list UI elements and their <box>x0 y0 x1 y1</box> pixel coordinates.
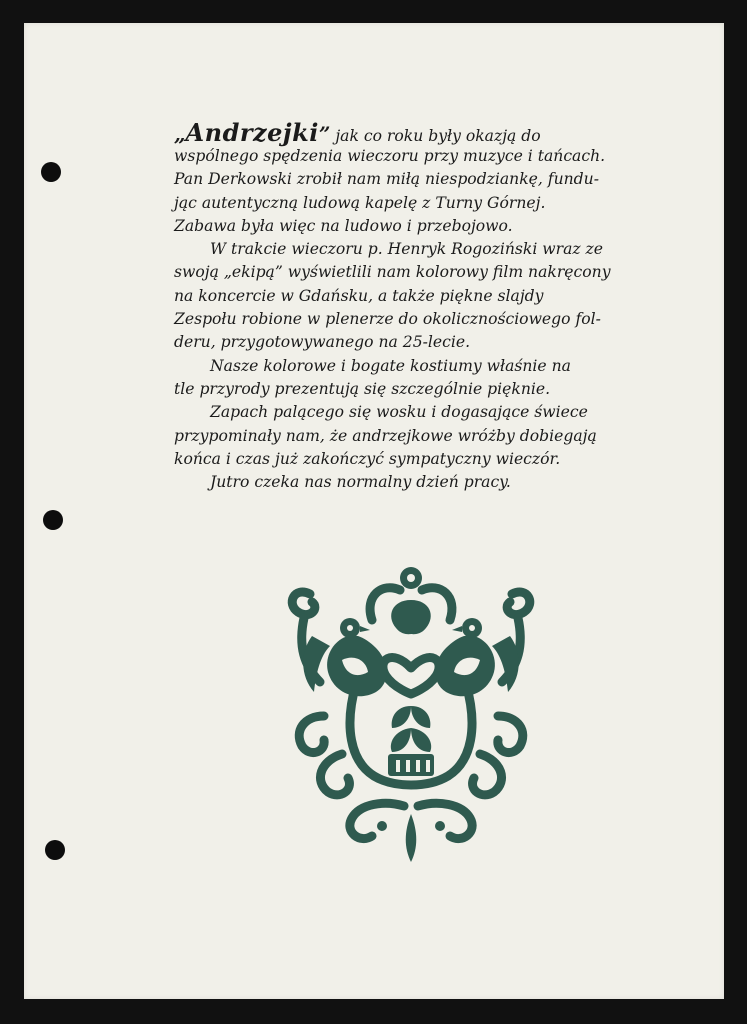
document-page <box>24 23 724 999</box>
text-line: wspólnego spędzenia wieczoru przy muzyce i tańcach. <box>174 147 606 165</box>
text-line: końca i czas już zakończyć sympatyczny wieczór. <box>174 449 561 468</box>
text-line: Zabawa była więc na ludowo i przebojowo. <box>174 216 513 235</box>
text-line: Zapach palącego się wosku i dogasające świece <box>210 403 588 422</box>
text-line: tle przyrody prezentują się szczególnie pięknie. <box>174 379 551 398</box>
folk-ornament-birds-icon <box>264 556 558 866</box>
title: Andrzejki <box>185 118 319 147</box>
text-line: przypominały nam, że andrzejkowe wróżby dobiegają <box>174 426 597 445</box>
text-line: W trakcie wieczoru p. Henryk Rogoziński wraz ze <box>210 240 604 259</box>
text-line: jąc autentyczną ludową kapelę z Turny Górnej. <box>174 193 546 212</box>
punch-hole-bottom <box>45 840 65 860</box>
text-line: deru, przygotowywanego na 25-lecie. <box>174 333 471 352</box>
handwritten-text <box>174 118 694 494</box>
title-open-quote: „ <box>174 122 186 146</box>
text-line: Zespołu robione w plenerze do okolicznościowego fol- <box>174 310 601 329</box>
title-close-quote: ” <box>318 122 331 146</box>
text-line: Jutro czeka nas normalny dzień pracy. <box>210 473 511 492</box>
title-line-rest: jak co roku były okazją do <box>330 127 541 145</box>
text-line: Nasze kolorowe i bogate kostiumy właśnie na <box>210 356 571 375</box>
text-line: swoją „ekipą” wyświetlili nam kolorowy film nakręcony <box>174 263 611 282</box>
punch-hole-top <box>41 162 61 182</box>
text-line: Pan Derkowski zrobił nam miłą niespodziankę, fundu- <box>174 170 599 189</box>
punch-hole-middle <box>43 510 63 530</box>
text-line: na koncercie w Gdańsku, a także piękne slajdy <box>174 286 544 305</box>
